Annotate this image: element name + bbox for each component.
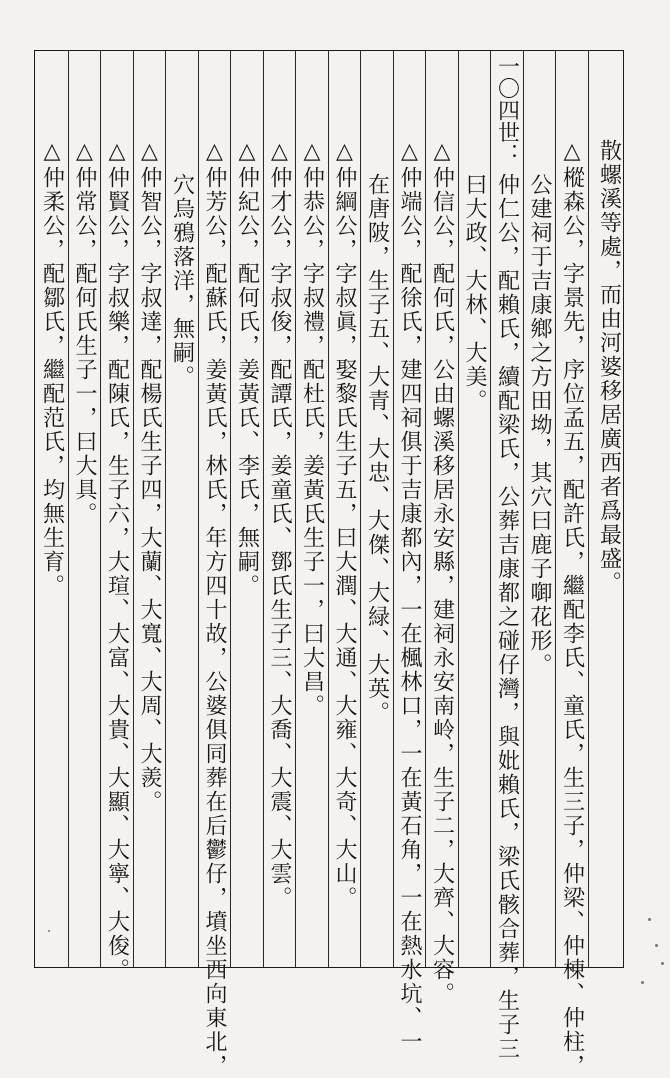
text-column: 散螺溪等處，而由河婆移居廣西者爲最盛。 [596,139,622,595]
text-column: △樅森公，字景先，序位孟五，配許氏，繼配李氏、童氏，生三子，仲梁、仲棟、仲柱， [559,139,585,1078]
text-column: △仲柔公，配鄒氏，繼配范氏，均無生育。 [39,139,65,598]
text-column: 穴烏鴉落洋，無嗣。 [169,173,195,389]
text-column: △仲賢公，字叔樂，配陳氏，生子六，大瑄、大富、大貴、大顯、大寧、大俊。 [104,139,130,982]
scan-speck [655,944,658,947]
text-column: 公建祠于吉康鄉之方田坳，其穴曰鹿子啣花形。 [527,173,552,677]
text-column: △仲才公，字叔俊，配譚氏，姜童氏、鄧氏生子三、大喬、大震、大雲。 [267,139,292,910]
text-column: △仲端公，配徐氏，建四祠俱于吉康都內，一在楓林口，一在黃石角，一在熱水坑、一 [397,139,422,1054]
text-column: △仲綱公，字叔眞，娶黎氏生子五，曰大潤、大通、大雍、大奇、大山。 [332,139,357,910]
scan-speck [641,981,644,984]
text-column: △仲智公，字叔達，配楊氏生子四，大蘭、大寬、大周、大羨。 [137,139,162,814]
text-column: △仲紀公，配何氏，姜黃氏、李氏，無嗣。 [234,139,260,598]
text-column: △仲信公，配何氏，公由螺溪移居永安縣，建祠永安南岭，生子二，大齊、大容。 [429,139,455,1006]
scan-speck [48,930,50,932]
text-column: △仲芳公，配蘇氏，姜黃氏，林氏，年方四十故，公婆俱同葬在后鬱仔，墳坐西向東北， [202,139,227,1078]
text-column: 仲仁公，配賴氏，續配梁氏，公葬吉康都之碰仔灣，與妣賴氏，梁氏骸合葬，生子三 [494,173,520,1061]
column-grid [35,51,623,1078]
text-column: 曰大政、大林、大美。 [462,173,487,413]
scan-speck [661,962,664,965]
text-column: △仲恭公，字叔禮，配杜氏，姜黃氏生子一，曰大昌。 [299,139,325,718]
text-frame [34,50,624,1078]
text-column: 在唐陂，生子五、大青、大忠、大傑、大緑、大英。 [364,173,390,725]
text-column: △仲常公，配何氏生子一，曰大具。 [72,139,97,526]
scan-speck [648,918,651,921]
generation-marker: 一〇四世： [494,55,520,165]
